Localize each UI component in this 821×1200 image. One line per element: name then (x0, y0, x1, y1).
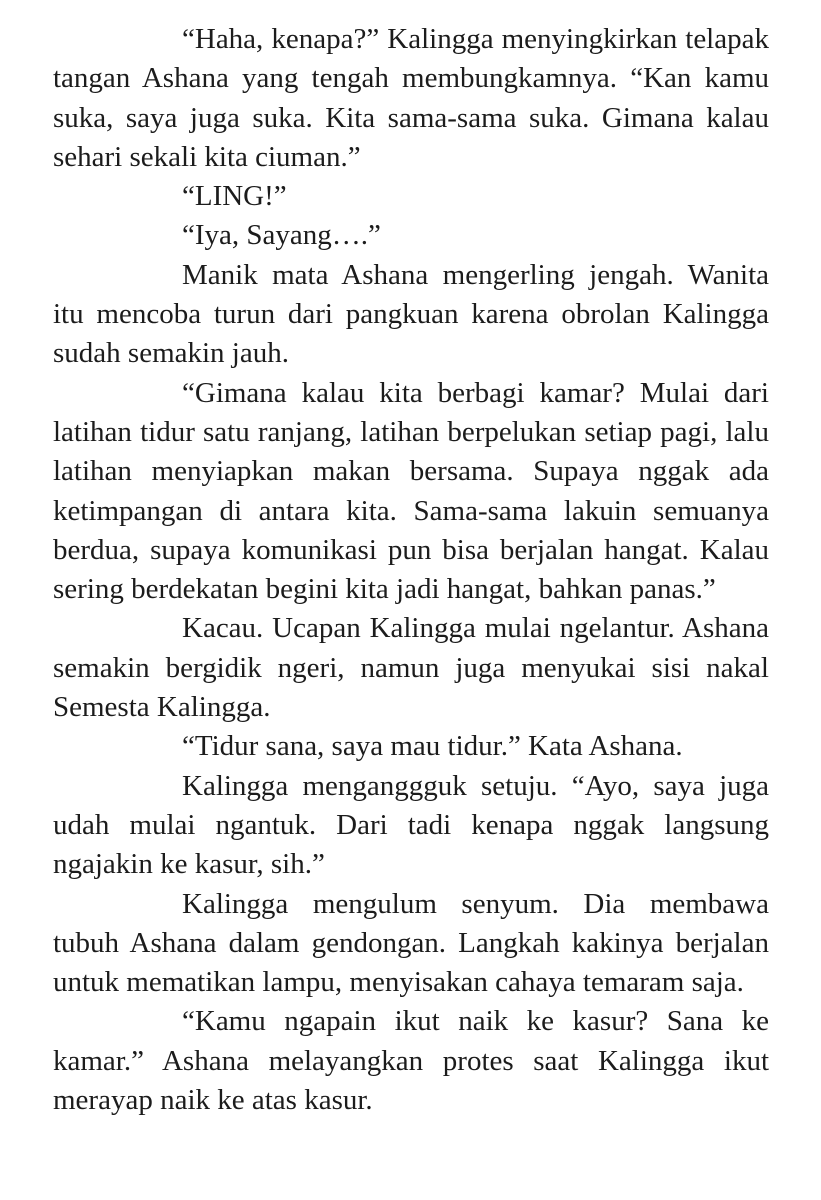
paragraph: Manik mata Ashana mengerling jengah. Wanita itu mencoba turun dari pangkuan karena obrolan Kalingga sudah semakin jauh. (53, 258, 769, 370)
paragraph: “Iya, Sayang….” (182, 219, 381, 252)
paragraph: “Tidur sana, saya mau tidur.” Kata Ashana. (182, 730, 683, 763)
paragraph: Kalingga mengulum senyum. Dia membawa tubuh Ashana dalam gendongan. Langkah kakinya berjalan untuk mematikan lampu, menyisakan cahaya temaram saja. (53, 887, 769, 999)
story-text (53, 20, 769, 1120)
paragraph: “LING!” (182, 180, 287, 213)
paragraph: Kacau. Ucapan Kalingga mulai ngelantur. Ashana semakin bergidik ngeri, namun juga menyukai sisi nakal Semesta Kalingga. (53, 612, 769, 724)
paragraph: “Kamu ngapain ikut naik ke kasur? Sana ke kamar.” Ashana melayangkan protes saat Kalingga ikut merayap naik ke atas kasur. (53, 1005, 769, 1117)
paragraph: Kalingga menganggguk setuju. “Ayo, saya juga udah mulai ngantuk. Dari tadi kenapa nggak langsung ngajakin ke kasur, sih.” (53, 769, 769, 881)
paragraph: “Haha, kenapa?” Kalingga menyingkirkan telapak tangan Ashana yang tengah membungkamnya. “Kan kamu suka, saya juga suka. Kita sama-sama suka. Gimana kalau sehari sekali kita ciuman.” (53, 23, 769, 173)
paragraph: “Gimana kalau kita berbagi kamar? Mulai dari latihan tidur satu ranjang, latihan berpelukan setiap pagi, lalu latihan menyiapkan makan bersama. Supaya nggak ada ketimpangan di antara kita. Sama-sama lakuin semuanya berdua, supaya komunikasi pun bisa berjalan hangat. Kalau sering berdekatan begini kita jadi hangat, bahkan panas.” (53, 376, 769, 606)
